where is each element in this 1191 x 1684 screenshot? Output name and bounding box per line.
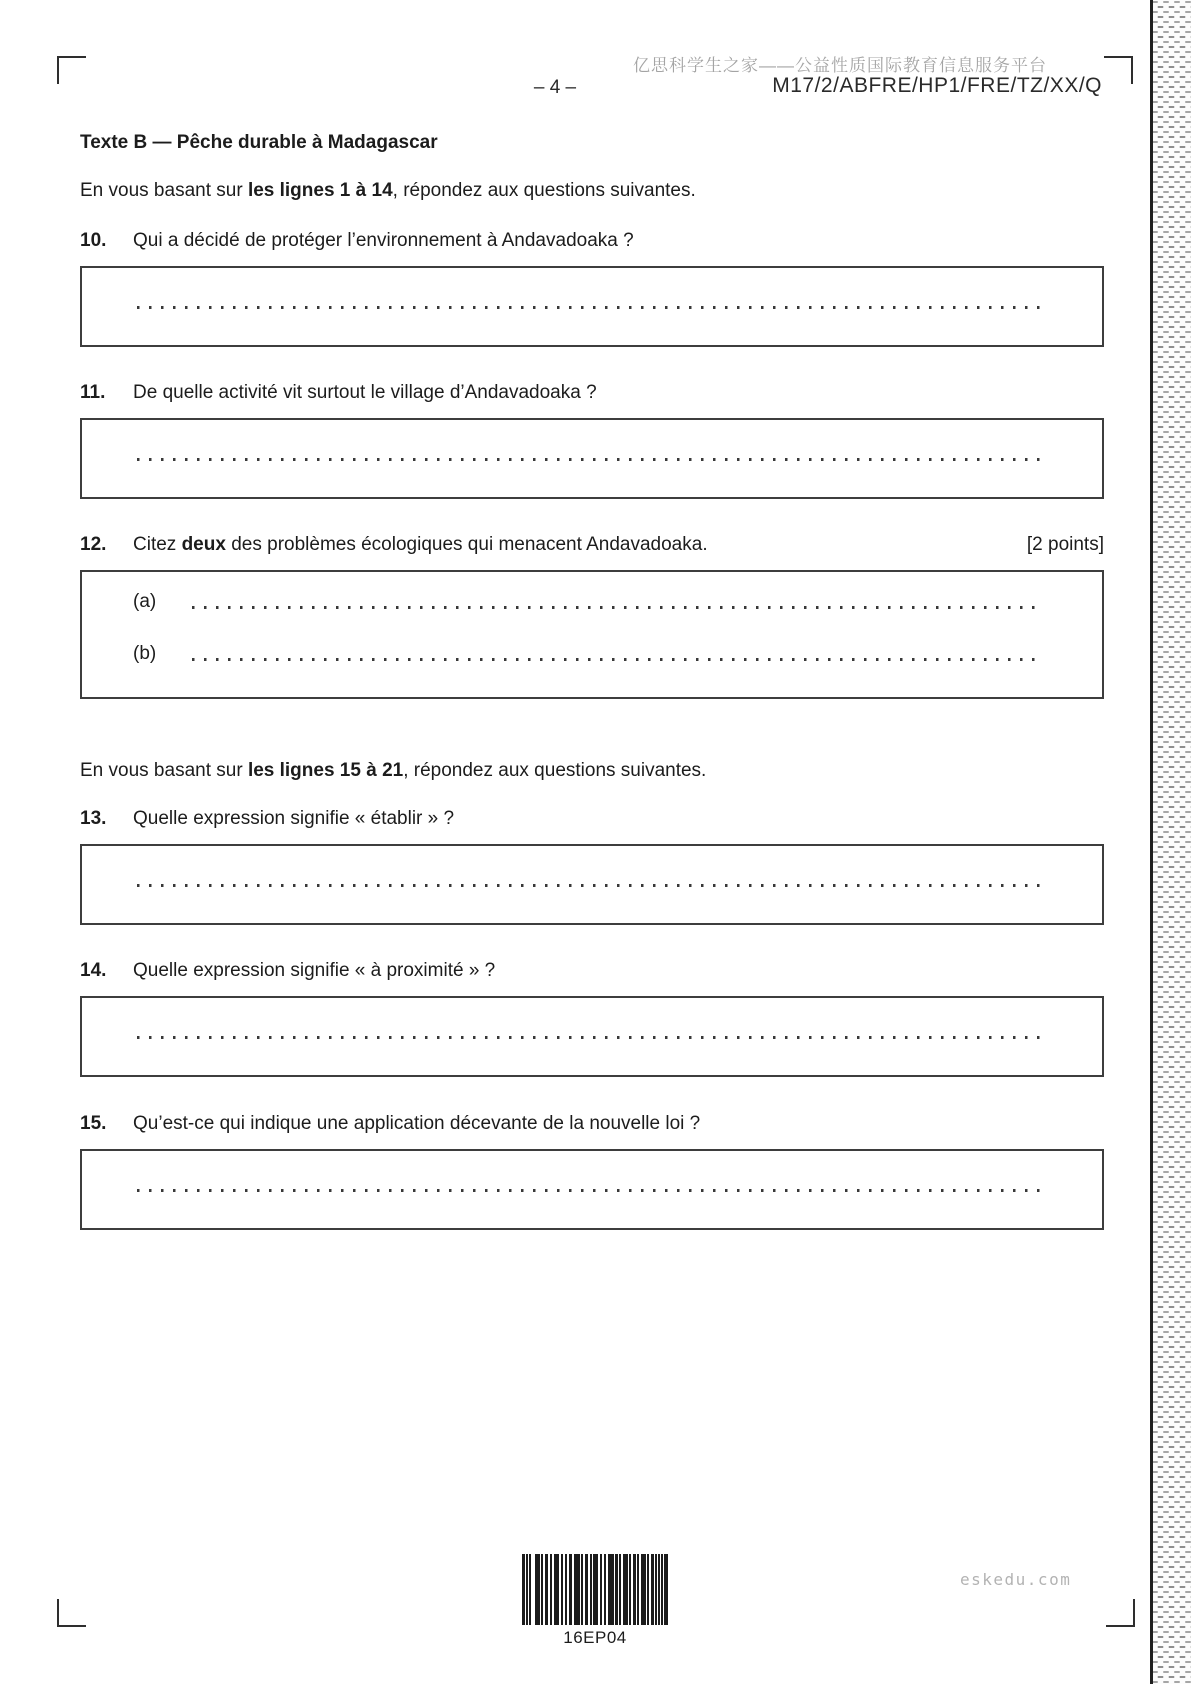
instruction-lines-15-21: En vous basant sur les lignes 15 à 21, répondez aux questions suivantes. <box>80 760 707 781</box>
question-13-number: 13. <box>80 808 107 829</box>
answer-part-b-label: (b) <box>133 643 157 664</box>
answer-part-a-label: (a) <box>133 591 157 612</box>
scan-edge-texture <box>1150 0 1191 1684</box>
exam-code: M17/2/ABFRE/HP1/FRE/TZ/XX/Q <box>772 74 1102 97</box>
answer-line-q10[interactable] <box>137 306 1042 309</box>
content-area <box>80 131 1104 1230</box>
answer-line-q15[interactable] <box>137 1189 1042 1192</box>
answer-line-q12b[interactable] <box>192 658 1042 661</box>
crop-mark-bottom-left <box>57 1599 86 1627</box>
answer-part-a <box>133 590 1042 614</box>
footer-barcode-block <box>522 1554 668 1648</box>
crop-mark-bottom-right <box>1106 1599 1135 1627</box>
question-10-number: 10. <box>80 230 107 251</box>
answer-box-q10 <box>80 266 1104 347</box>
question-12 <box>80 533 1104 557</box>
barcode-label: 16EP04 <box>563 1628 627 1647</box>
question-14-number: 14. <box>80 960 107 981</box>
header-watermark-chinese: 亿思科学生之家——公益性质国际教育信息服务平台 <box>633 56 1047 75</box>
question-11-number: 11. <box>80 382 106 403</box>
answer-part-b <box>133 642 1042 666</box>
question-15-number: 15. <box>80 1113 107 1134</box>
question-12-text: Citez deux des problèmes écologiques qui menacent Andavadoaka. <box>133 534 708 555</box>
question-10 <box>80 229 1104 253</box>
section-title: Texte B — Pêche durable à Madagascar <box>80 132 438 153</box>
question-11-text: De quelle activité vit surtout le village d’Andavadoaka ? <box>133 382 597 403</box>
question-11 <box>80 381 1104 405</box>
question-10-text: Qui a décidé de protéger l’environnement à Andavadoaka ? <box>133 230 634 251</box>
answer-line-q11[interactable] <box>137 458 1042 461</box>
footer-watermark: eskedu.com <box>960 1570 1072 1589</box>
crop-mark-top-right <box>1104 56 1133 84</box>
question-13 <box>80 807 1104 831</box>
answer-line-q14[interactable] <box>137 1036 1042 1039</box>
question-14-text: Quelle expression signifie « à proximité » ? <box>133 960 496 981</box>
answer-box-q12 <box>80 570 1104 699</box>
barcode-image <box>522 1554 668 1625</box>
answer-box-q11 <box>80 418 1104 499</box>
answer-box-q15 <box>80 1149 1104 1230</box>
question-14 <box>80 959 1104 983</box>
answer-box-q14 <box>80 996 1104 1077</box>
answer-line-q13[interactable] <box>137 884 1042 887</box>
question-15 <box>80 1112 1104 1136</box>
question-13-text: Quelle expression signifie « établir » ? <box>133 808 455 829</box>
question-15-text: Qu’est-ce qui indique une application décevante de la nouvelle loi ? <box>133 1113 701 1134</box>
question-12-points: [2 points] <box>1026 534 1104 555</box>
answer-line-q12a[interactable] <box>192 606 1042 609</box>
question-12-number: 12. <box>80 534 107 555</box>
instruction-lines-1-14: En vous basant sur les lignes 1 à 14, répondez aux questions suivantes. <box>80 180 696 201</box>
answer-box-q13 <box>80 844 1104 925</box>
page-number: – 4 – <box>533 77 577 98</box>
